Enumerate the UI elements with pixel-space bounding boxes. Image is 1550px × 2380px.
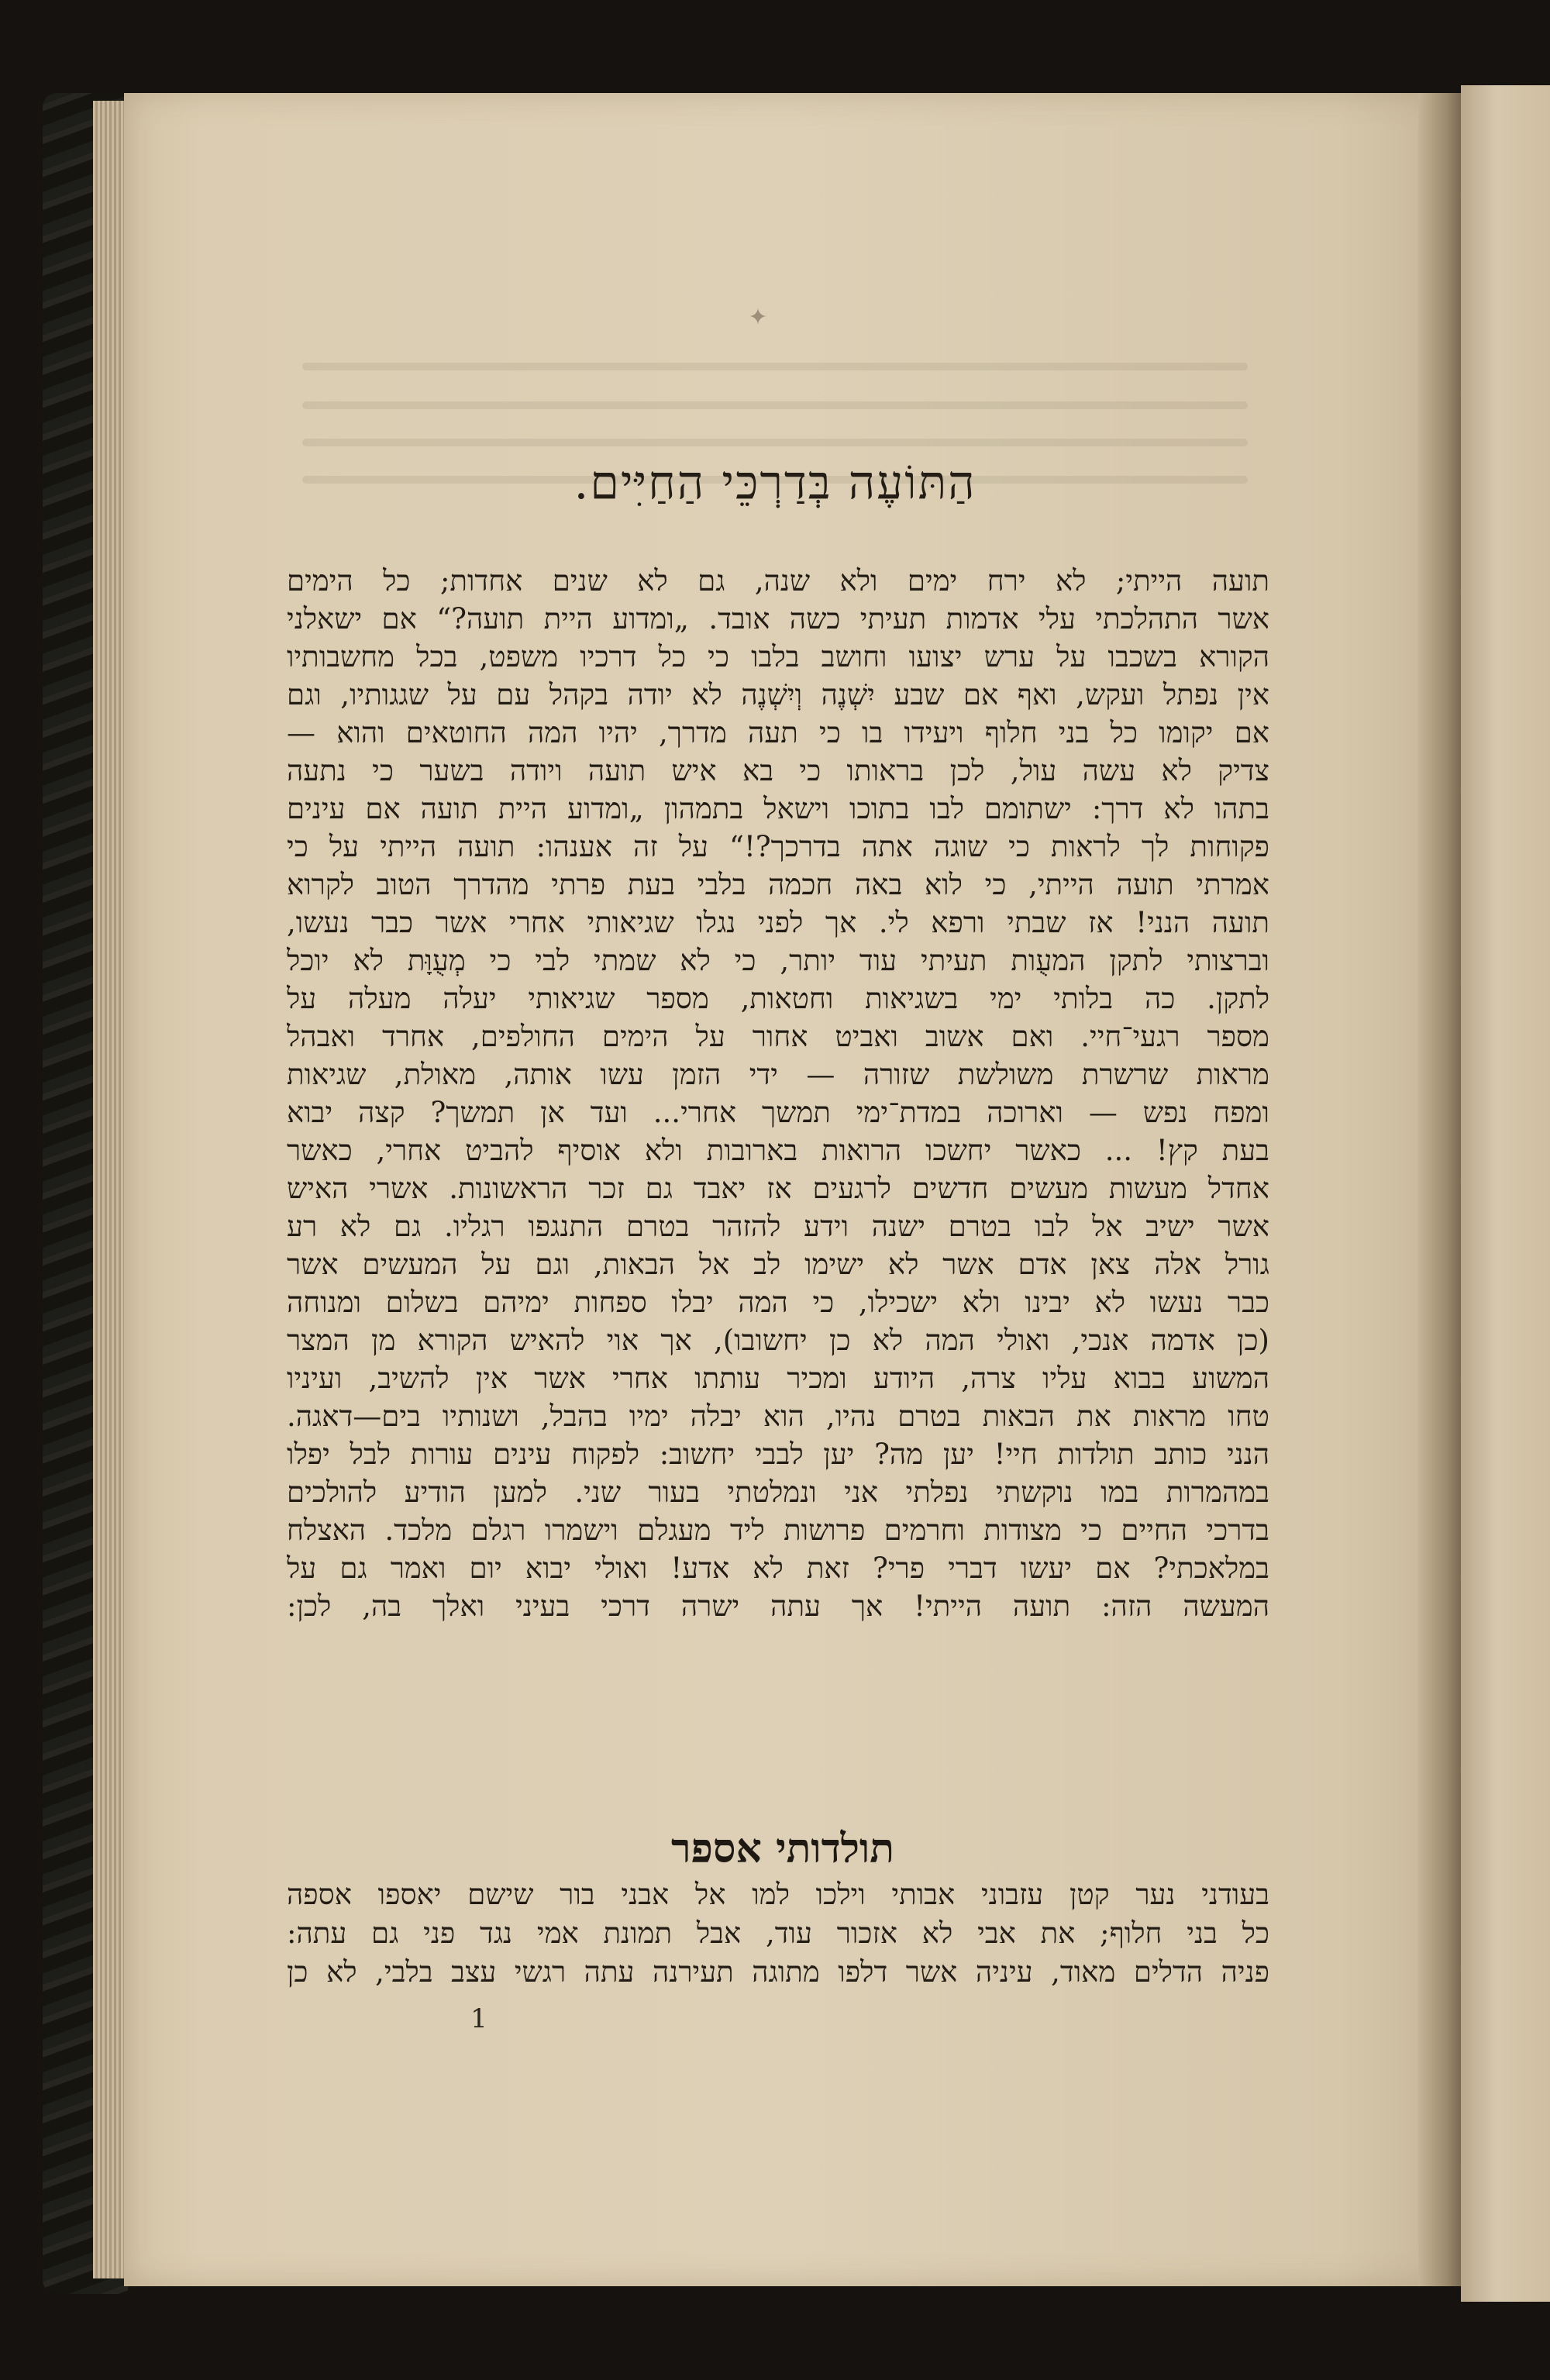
- page-edges: [93, 101, 124, 2278]
- page-number: 1: [470, 2003, 487, 2034]
- text-line: וברצותי לתקן המעֻות תעיתי עוד יותר, כי לא שמתי לבי כי מְעֻוָּת לא יוכל: [287, 944, 1269, 977]
- text-line: טחו מראות את הבאות בטרם נהיו, הוא יבלה ימיו בהבל, ושנותיו בים—דאגה.: [287, 1400, 1269, 1433]
- show-through-line: [302, 401, 1248, 409]
- text-line: אשר ישיב אל לבו בטרם ישנה וידע להזהר בטרם התנגפו רגליו. גם לא רע: [287, 1210, 1269, 1243]
- text-line: גורל אלה צאן אדם אשר לא ישימו לב אל הבאות, וגם על המעשים אשר: [287, 1248, 1269, 1281]
- show-through-line: [302, 439, 1248, 446]
- text-line: אמרתי תועה הייתי, כי לוא באה חכמה בלבי בעת פרתי מהדרך הטוב לקרוא: [287, 868, 1269, 901]
- body-text: [287, 562, 1269, 1941]
- adjacent-page: [1461, 85, 1550, 2302]
- text-line: מספר רגעי־חיי. ואם אשוב ואביט אחור על הימים החולפים, אחרד ואבהל: [287, 1020, 1269, 1053]
- text-line: מראות שרשרת משולשת שזורה — ידי הזמן עשו אותה, מאולת, שגיאות: [287, 1058, 1269, 1091]
- text-line: אחדל מעשות מעשים חדשים לרגעים אז יאבד גם זכר הראשונות. אשרי האיש: [287, 1172, 1269, 1205]
- section-heading: תולדותי אספר: [671, 1825, 894, 1872]
- text-line: תועה הייתי; לא ירח ימים ולא שנה, גם לא שנים אחדות; כל הימים: [287, 564, 1269, 598]
- text-line: במלאכתי? אם יעשו דברי פרי? זאת לא אדע! ואולי יבוא יום ואמר גם על: [287, 1552, 1269, 1585]
- text-line: (כן אדמה אנכי, ואולי המה לא כן יחשובו), אך אוי להאיש הקורא מן המצר: [287, 1324, 1269, 1357]
- text-line: המעשה הזה: תועה הייתי! אך עתה ישרה דרכי בעיני ואלך בה, לכן:: [287, 1590, 1269, 1623]
- text-line: ומפח נפש — וארוכה במדת־ימי תמשך אחרי... ועד אן תמשך? קצה יבוא: [287, 1096, 1269, 1129]
- text-line: צדיק לא עשה עול, לכן בראותו כי בא איש תועה ויודה בשער כי נתעה: [287, 754, 1269, 787]
- text-line: כבר נעשו לא יבינו ולא ישכילו, כי המה יבלו ספחות ימיהם בשלום ומנוחה: [287, 1286, 1269, 1319]
- section-text: [287, 1875, 1269, 1999]
- text-line: המשוע בבוא עליו צרה, היודע ומכיר עותתו אחרי אשר אין להשיב, ועיניו: [287, 1362, 1269, 1395]
- text-line: כל בני חלוף; את אבי לא אזכור עוד, אבל תמונת אמי נגד פני גם עתה:: [287, 1917, 1269, 1950]
- text-line: בדרכי החיים כי מצודות וחרמים פרושות ליד מעגלם וישמרו רגלם מלכד. האצלח: [287, 1514, 1269, 1547]
- text-line: הנני כותב תולדות חיי! יען מה? יען לבבי יחשוב: לפקוח עינים עורות לבל יפלו: [287, 1438, 1269, 1471]
- text-line: פניה הדלים מאוד, עיניה אשר דלפו מתוגה תעירנה עתה רגשי עצב בלבי, לא כן: [287, 1955, 1269, 1989]
- ornament-mark: ✦: [748, 304, 768, 331]
- text-line: לתקן. כה בלותי ימי בשגיאות וחטאות, מספר שגיאותי יעלה מעלה על: [287, 982, 1269, 1015]
- page-title: הַתּוֹעֶה בְּדַרְכֵּי הַחַיִּים.: [574, 456, 976, 510]
- text-line: אם יקומו כל בני חלוף ויעידו בו כי תעה מדרך, יהיו המה החוטאים והוא —: [287, 716, 1269, 749]
- text-line: בעודני נער קטן עזבוני אבותי וילכו למו אל אבני בור שישם יאספו אספה: [287, 1878, 1269, 1911]
- book-gutter: [1418, 93, 1465, 2286]
- text-line: במהמרות במו נוקשתי נפלתי אני ונמלטתי בעור שני. למען הודיע להולכים: [287, 1476, 1269, 1509]
- text-line: תועה הנני! אז שבתי ורפא לי. אך לפני נגלו שגיאותי אחרי אשר כבר נעשו,: [287, 906, 1269, 939]
- text-line: בתהו לא דרך: ישתומם לבו בתוכו וישאל בתמהון „ומדוע היית תועה אם עינים: [287, 792, 1269, 825]
- text-line: בעת קץ! ... כאשר יחשכו הרואות בארובות ולא אוסיף להביט אחרי, כאשר: [287, 1134, 1269, 1167]
- text-line: פקוחות לך לראות כי שוגה אתה בדרכך?!“ על זה אענהו: תועה הייתי על כי: [287, 830, 1269, 863]
- show-through-line: [302, 363, 1248, 370]
- text-line: אשר התהלכתי עלי אדמות תעיתי כשה אובד. „ומדוע היית תועה?“ אם ישאלני: [287, 602, 1269, 635]
- text-line: אין נפתל ועקש, ואף אם שבע יִשְׁנֶה וְיִשְׁנֶה לא יודה בקהל עם על שגגותיו, וגם: [287, 678, 1269, 711]
- text-line: הקורא בשכבו על ערש יצועו וחושב בלבו כי כל דרכיו משפט, בכל מחשבותיו: [287, 640, 1269, 673]
